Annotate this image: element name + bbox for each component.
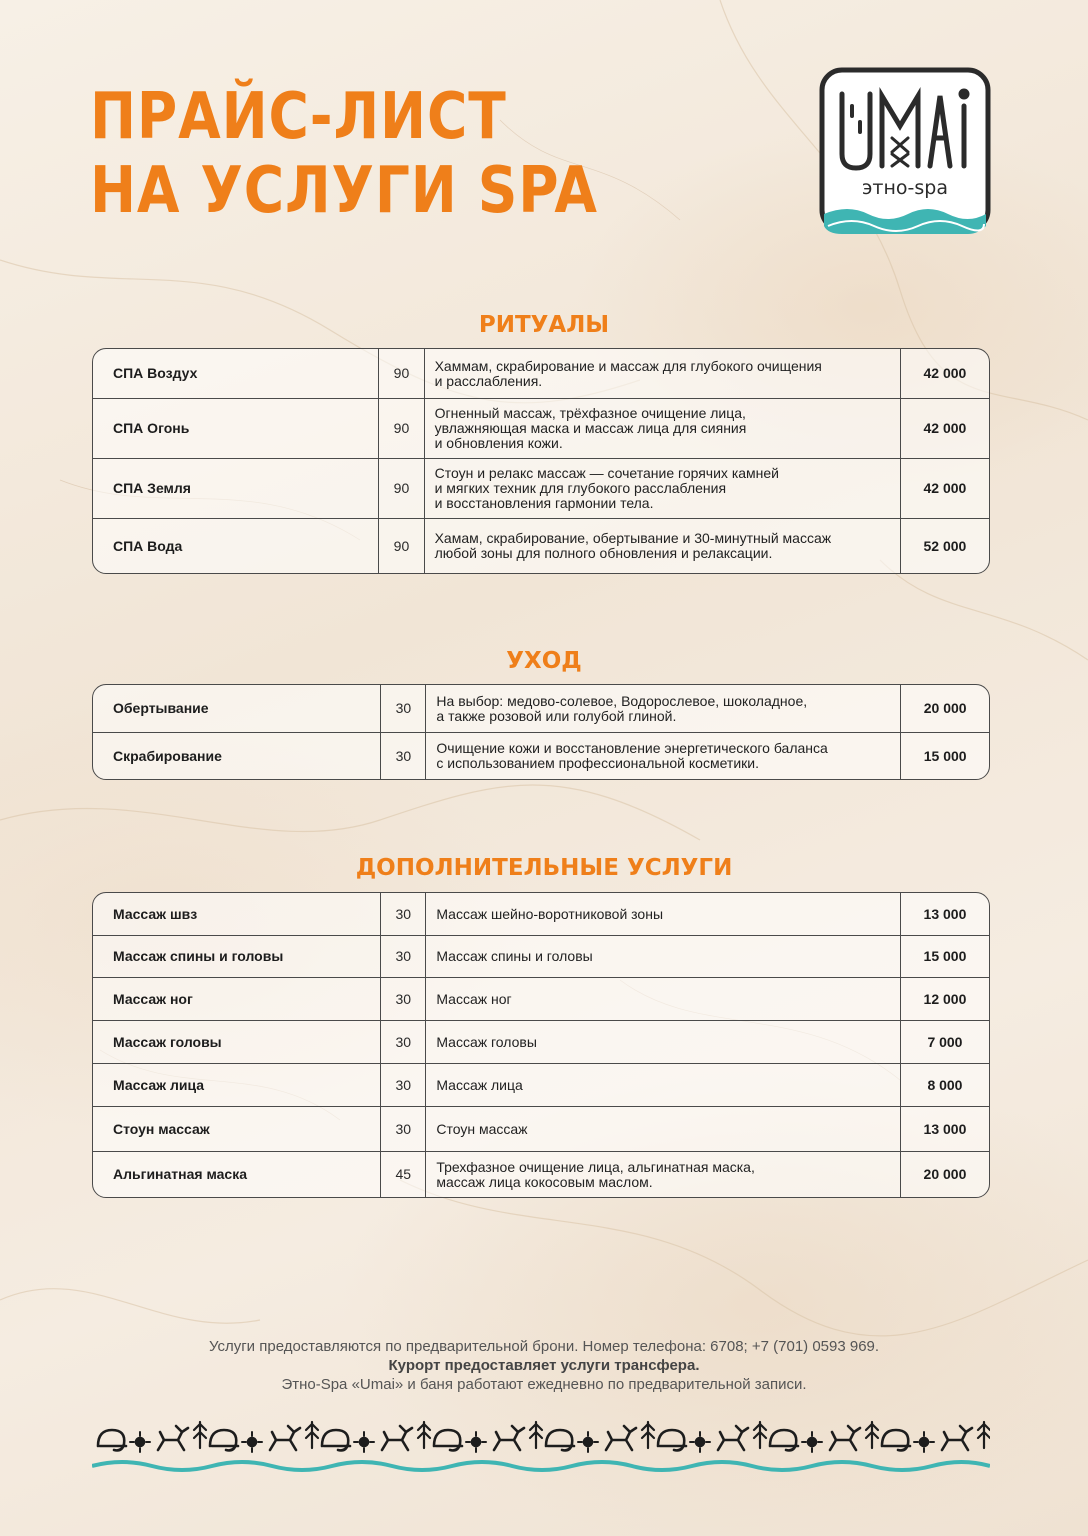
service-price: 42 000 [901, 399, 989, 459]
table-row [93, 685, 989, 733]
service-description-text: Стоун и релакс массаж — сочетание горячих камней и мягких техник для глубокого расслабления и восстановления гармонии тела. [434, 465, 779, 511]
section-title-rituals: РИТУАЛЫ [478, 312, 610, 338]
service-description-text: Массаж лица [436, 1076, 523, 1093]
service-description-text: Трехфазное очищение лица, альгинатная маска, массаж лица кокосовым маслом. [436, 1158, 755, 1190]
service-description [426, 936, 901, 978]
service-duration: 30 [381, 1064, 426, 1107]
service-name: СПА Огонь [93, 399, 379, 459]
service-name: Скрабирование [93, 733, 381, 779]
section-title-care: УХОД [506, 648, 582, 674]
service-description-text: Хаммам, скрабирование и массаж для глубокого очищения и расслабления. [434, 357, 822, 389]
service-name: СПА Воздух [93, 349, 379, 399]
booking-note: Услуги предоставляются по предварительной брони. Номер телефона: 6708; +7 (701) 0593 969. [208, 1338, 880, 1355]
service-duration: 90 [379, 519, 424, 573]
service-name: Массаж спины и головы [93, 936, 381, 978]
table-row [93, 399, 989, 459]
service-duration: 45 [381, 1152, 426, 1197]
service-description-text: Массаж головы [436, 1033, 537, 1050]
service-duration: 90 [379, 459, 424, 519]
table-row [93, 459, 989, 519]
service-price: 20 000 [901, 685, 989, 733]
service-price: 42 000 [901, 349, 989, 399]
service-description [426, 1152, 901, 1197]
ethnic-ornament-border [92, 1410, 990, 1480]
service-description [426, 1064, 901, 1107]
service-name: Стоун массаж [93, 1107, 381, 1152]
service-description-text: Массаж ног [436, 990, 512, 1007]
service-duration: 90 [379, 399, 424, 459]
service-duration: 30 [381, 1107, 426, 1152]
table-row [93, 1021, 989, 1064]
service-description [426, 1021, 901, 1064]
service-price: 13 000 [901, 893, 989, 936]
service-duration: 30 [381, 733, 426, 779]
service-duration: 30 [381, 978, 426, 1021]
umai-logo [818, 66, 992, 242]
service-description [425, 349, 901, 399]
table-row [93, 733, 989, 779]
care-table [92, 684, 990, 780]
service-description [426, 685, 901, 733]
service-name: Массаж лица [93, 1064, 381, 1107]
service-description-text: Очищение кожи и восстановление энергетического баланса с использованием профессиональной косметики. [436, 740, 828, 771]
table-row [93, 978, 989, 1021]
service-name: Массаж головы [93, 1021, 381, 1064]
page-title-line1: ПРАЙС-ЛИСТ [90, 80, 507, 154]
service-description [425, 519, 901, 573]
service-name: Обертывание [93, 685, 381, 733]
service-description-text: На выбор: медово-солевое, Водорослевое, шоколадное, а также розовой или голубой глиной. [436, 692, 808, 724]
service-description-text: Стоун массаж [436, 1120, 528, 1137]
table-row [93, 1152, 989, 1197]
service-price: 15 000 [923, 747, 967, 764]
service-price: 42 000 [901, 459, 989, 519]
service-description-text: Огненный массаж, трёхфазное очищение лица, увлажняющая маска и массаж лица для сияния и обновления кожи. [434, 405, 747, 451]
additional-table [92, 892, 990, 1198]
service-duration: 30 [381, 893, 426, 936]
service-description-text: Массаж шейно-воротниковой зоны [436, 905, 664, 922]
service-duration: 30 [381, 936, 426, 978]
table-row [93, 936, 989, 978]
service-description [426, 893, 901, 936]
service-price: 12 000 [901, 978, 989, 1021]
service-description [425, 459, 901, 519]
service-name: Массаж ног [93, 978, 381, 1021]
table-row [93, 1107, 989, 1152]
table-row [93, 519, 989, 573]
service-description [426, 1107, 901, 1152]
table-row [93, 1064, 989, 1107]
service-name: Массаж швз [93, 893, 381, 936]
service-name: СПА Вода [93, 519, 379, 573]
service-price: 7 000 [901, 1021, 989, 1064]
schedule-note: Этно-Spa «Umai» и баня работают ежедневно по предварительной записи. [281, 1376, 807, 1393]
logo-subtitle: этно-spa [861, 177, 949, 199]
footer-notes [0, 1337, 1088, 1394]
service-price: 13 000 [901, 1107, 989, 1152]
section-title-additional: ДОПОЛНИТЕЛЬНЫЕ УСЛУГИ [355, 855, 733, 881]
table-row [93, 893, 989, 936]
service-duration: 30 [381, 685, 426, 733]
service-name: СПА Земля [93, 459, 379, 519]
service-name: Альгинатная маска [93, 1152, 381, 1197]
transfer-note: Курорт предоставляет услуги трансфера. [388, 1357, 700, 1374]
service-description [426, 978, 901, 1021]
service-description-text: Массаж спины и головы [436, 948, 593, 964]
service-duration: 30 [381, 1021, 426, 1064]
page-title [90, 80, 598, 228]
service-price: 15 000 [901, 936, 989, 978]
service-duration: 90 [379, 349, 424, 399]
service-description-text: Хамам, скрабирование, обертывание и 30-минутный массаж любой зоны для полного обновления и релаксации. [434, 530, 832, 561]
table-row [93, 349, 989, 399]
rituals-table [92, 348, 990, 574]
service-price: 20 000 [923, 1166, 967, 1182]
page-title-line2: НА УСЛУГИ SPA [90, 154, 598, 228]
service-description [426, 733, 901, 779]
service-price: 8 000 [901, 1064, 989, 1107]
service-description [425, 399, 901, 459]
service-price: 52 000 [923, 537, 967, 554]
